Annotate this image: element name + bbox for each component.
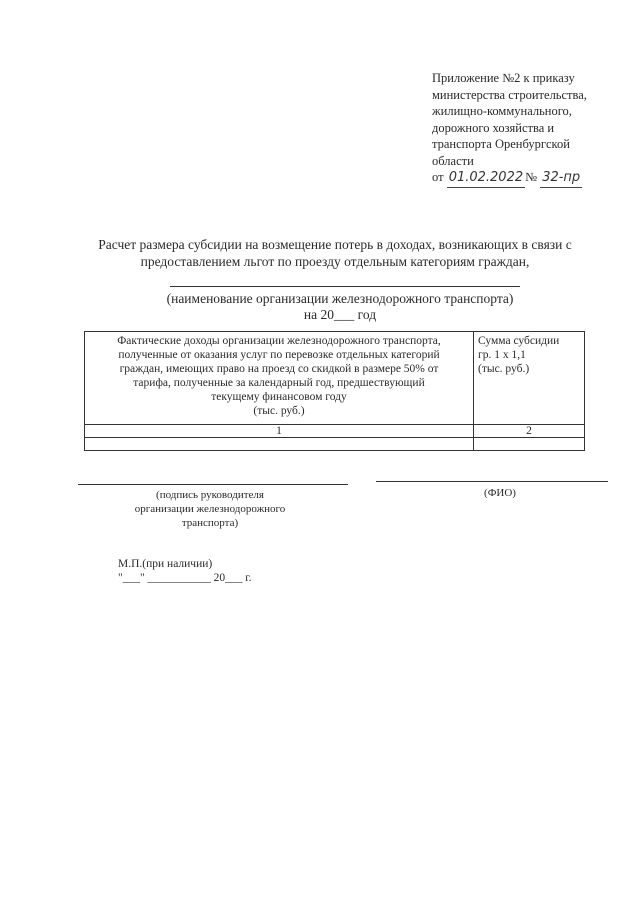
- income-value-cell[interactable]: [85, 438, 474, 451]
- fullname-blank-line: [376, 481, 608, 482]
- organization-name-caption: (наименование организации железнодорожного транспорта): [166, 291, 514, 306]
- title-line-1: Расчет размера субсидии на возмещение потерь в доходах, возникающих в связи с: [98, 237, 572, 252]
- handwritten-order-number: 32-пр: [540, 170, 582, 188]
- column-number-1: 1: [85, 425, 474, 438]
- date-prefix: от: [432, 170, 444, 184]
- appendix-line-1: Приложение №2 к приказу: [432, 71, 575, 85]
- appendix-block: [432, 70, 632, 188]
- stamp-block: [118, 557, 358, 585]
- table-number-row: [85, 425, 585, 438]
- subsidy-table: [84, 331, 585, 451]
- header-cell-income: Фактические доходы организации железнодорожного транспорта, полученные от оказания услуг по перевозке отдельных категорий граждан, имеющих право на проезд со скидкой в размере 50% от тарифа, полученные за календарный год, предшествующий текущему финансовом году (тыс. руб.): [85, 332, 474, 425]
- handwritten-date: 01.02.2022: [447, 170, 525, 188]
- table-data-row: [85, 438, 585, 451]
- year-line: на 20___ год: [303, 307, 377, 322]
- document-title: [70, 236, 600, 270]
- title-line-2: предоставлением льгот по проезду отдельным категориям граждан,: [140, 254, 530, 269]
- header-cell-subsidy: Сумма субсидии гр. 1 x 1,1 (тыс. руб.): [474, 332, 585, 425]
- stamp-place-label: М.П.(при наличии): [118, 558, 213, 570]
- appendix-line-5: транспорта Оренбургской: [432, 137, 570, 151]
- number-sign: №: [525, 170, 538, 184]
- column-number-2: 2: [474, 425, 585, 438]
- fullname-caption: (ФИО): [484, 487, 516, 499]
- signature-blank-line: [78, 484, 348, 485]
- subsidy-value-cell[interactable]: [474, 438, 585, 451]
- appendix-line-6: области: [432, 153, 474, 168]
- appendix-line-4: дорожного хозяйства и: [432, 120, 555, 135]
- table-header-row: [85, 332, 585, 425]
- signature-caption: (подпись руководителя организации железнодорожного транспорта): [134, 489, 286, 529]
- appendix-date-line: [432, 169, 632, 188]
- date-blank-line: "___" ___________ 20___ г.: [118, 572, 252, 584]
- organization-name-blank-line: [170, 286, 520, 287]
- appendix-line-2: министерства строительства,: [432, 87, 587, 102]
- appendix-line-3: жилищно-коммунального,: [432, 104, 572, 118]
